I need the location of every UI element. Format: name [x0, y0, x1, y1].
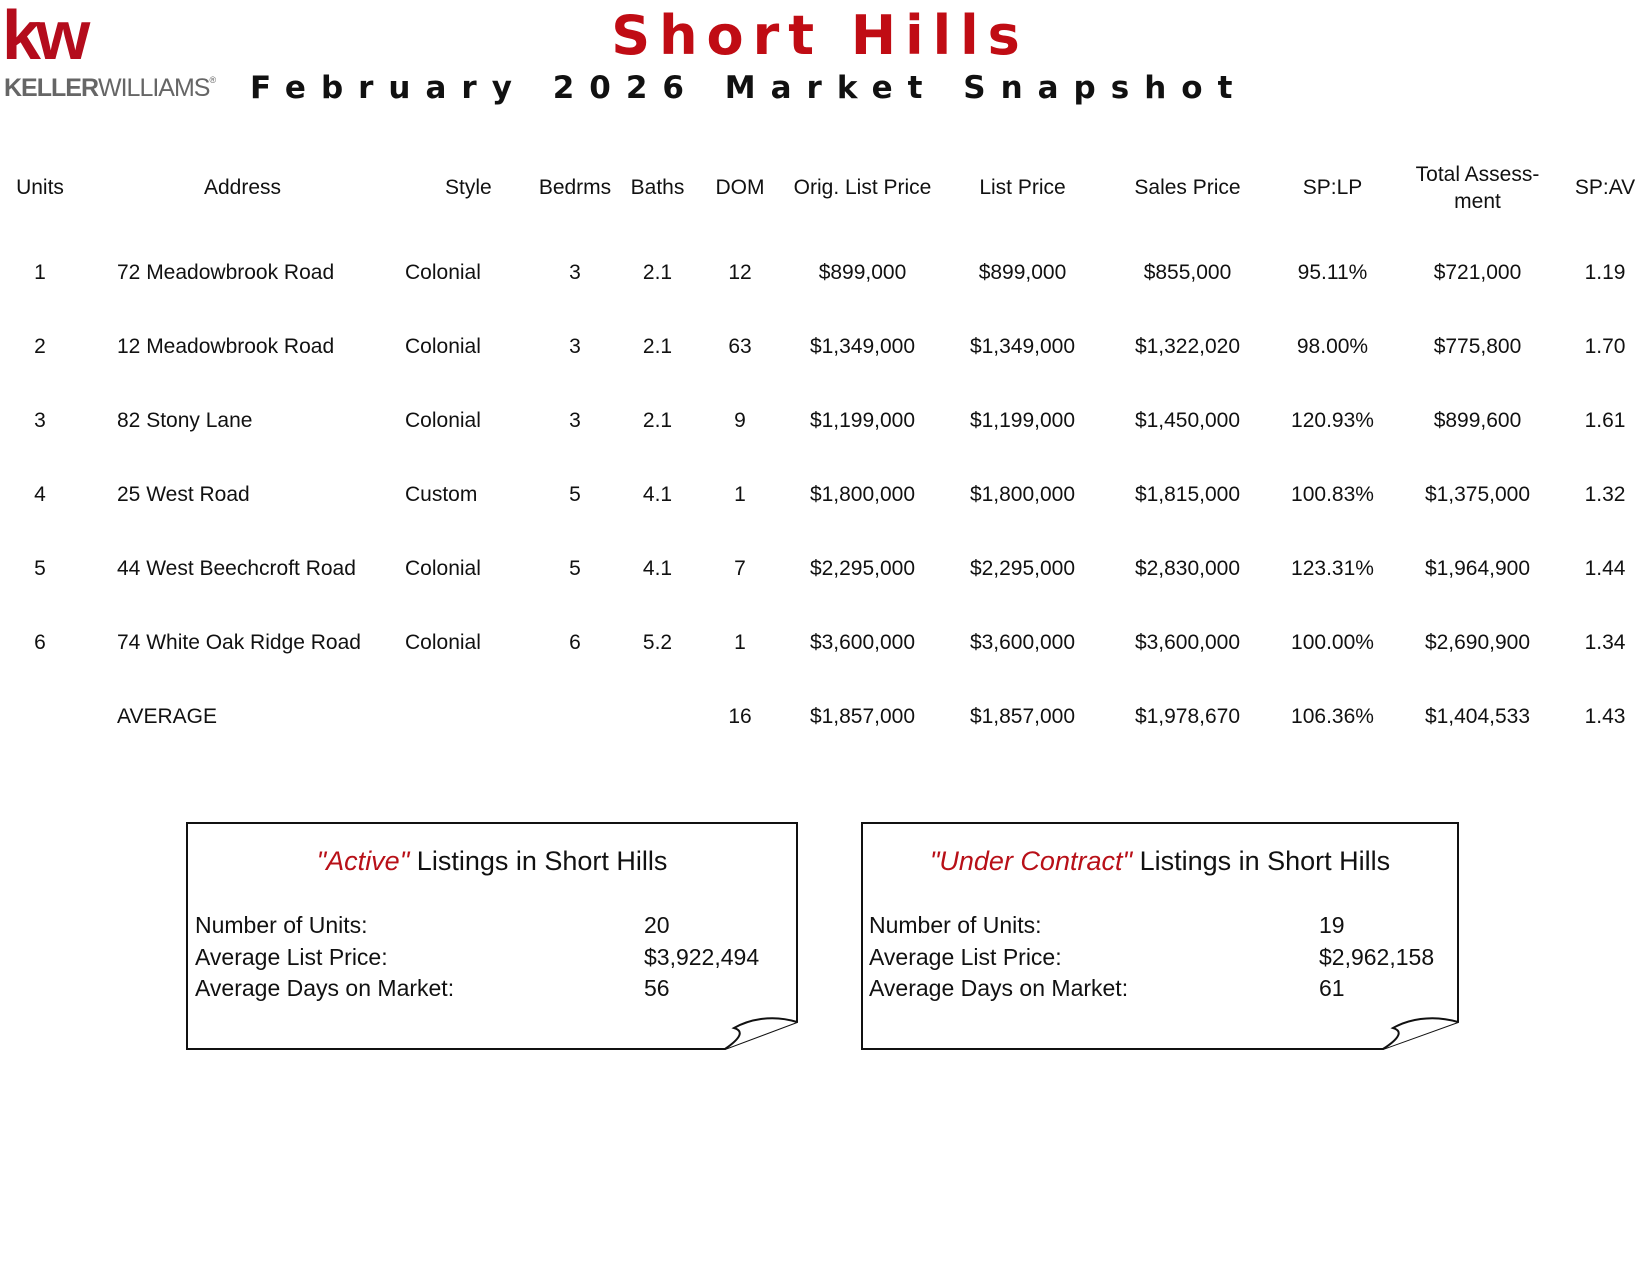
cell-unit: 4 [34, 483, 46, 506]
cell-list-price: $1,199,000 [969, 409, 1076, 432]
cell-dom: 1 [734, 631, 746, 654]
cell-orig-list-price: $2,295,000 [809, 557, 916, 580]
cell-sales-price: $1,322,020 [1134, 335, 1241, 358]
cell-style: Custom [405, 483, 478, 506]
header-orig-list-price: Orig. List Price [793, 176, 932, 200]
cell-baths: 4.1 [642, 483, 673, 506]
table-header-row [0, 140, 1650, 236]
active-avg-price-value: $3,922,494 [644, 944, 760, 970]
cell-baths: 4.1 [642, 557, 673, 580]
average-total-assessment: $1,404,533 [1424, 705, 1531, 728]
contract-avg-dom-label: Average Days on Market: [869, 975, 1129, 1001]
cell-sales-price: $1,450,000 [1134, 409, 1241, 432]
cell-total-assessment: $721,000 [1433, 261, 1522, 284]
active-units-label: Number of Units: [195, 912, 368, 938]
table-row [0, 458, 1650, 532]
cell-baths-empty [620, 680, 695, 754]
cell-orig-list-price: $899,000 [818, 261, 907, 284]
contract-avg-price-label: Average List Price: [869, 944, 1062, 970]
active-avg-dom-value: 56 [644, 975, 670, 1001]
average-label: AVERAGE [117, 705, 217, 728]
cell-sp-av: 1.34 [1584, 631, 1626, 654]
cell-sp-lp: 100.00% [1291, 631, 1374, 654]
cell-sp-av: 1.32 [1584, 483, 1626, 506]
cell-list-price: $3,600,000 [969, 631, 1076, 654]
cell-baths: 2.1 [642, 409, 673, 432]
page-subtitle: February 2026 Market Snapshot [250, 70, 1248, 106]
cell-unit: 2 [34, 335, 46, 358]
header-address: Address [203, 176, 282, 200]
active-avg-dom-label: Average Days on Market: [195, 975, 455, 1001]
average-sp-av: 1.43 [1584, 705, 1626, 728]
active-avg-price-label: Average List Price: [195, 944, 388, 970]
cell-baths: 5.2 [642, 631, 673, 654]
cell-address: 12 Meadowbrook Road [117, 335, 335, 358]
active-highlight: "Active" [316, 846, 410, 876]
cell-list-price: $1,349,000 [969, 335, 1076, 358]
cell-list-price: $2,295,000 [969, 557, 1076, 580]
cell-sales-price: $2,830,000 [1134, 557, 1241, 580]
cell-bedrms: 3 [569, 409, 581, 432]
cell-style: Colonial [405, 409, 481, 432]
kw-logo-mark: kw [2, 0, 86, 74]
cell-baths: 2.1 [642, 261, 673, 284]
header-dom: DOM [715, 176, 765, 200]
cell-sp-lp: 98.00% [1296, 335, 1369, 358]
cell-style: Colonial [405, 261, 481, 284]
cell-address: 74 White Oak Ridge Road [117, 631, 361, 654]
header-sp-av: SP:AV [1574, 176, 1636, 200]
page-title: Short Hills [611, 4, 1029, 67]
cell-style: Colonial [405, 631, 481, 654]
cell-baths: 2.1 [642, 335, 673, 358]
header-total-assessment-line2: ment [1454, 190, 1501, 213]
cell-sp-lp: 123.31% [1291, 557, 1374, 580]
cell-bedrms: 5 [569, 483, 581, 506]
cell-orig-list-price: $1,349,000 [809, 335, 916, 358]
cell-list-price: $1,800,000 [969, 483, 1076, 506]
cell-bedrms: 5 [569, 557, 581, 580]
cell-dom: 9 [734, 409, 746, 432]
cell-sp-av: 1.61 [1584, 409, 1626, 432]
header-baths: Baths [630, 176, 685, 200]
table-row [0, 236, 1650, 310]
header-units: Units [16, 176, 64, 200]
cell-sales-price: $3,600,000 [1134, 631, 1241, 654]
cell-sales-price: $1,815,000 [1134, 483, 1241, 506]
header-total-assessment [1395, 140, 1560, 236]
table-row [0, 606, 1650, 680]
header-sales-price: Sales Price [1134, 176, 1241, 200]
cell-dom: 1 [734, 483, 746, 506]
cell-address: 72 Meadowbrook Road [117, 261, 335, 284]
cell-dom: 12 [728, 261, 752, 284]
header-sp-lp: SP:LP [1302, 176, 1363, 200]
cell-total-assessment: $1,964,900 [1424, 557, 1531, 580]
cell-orig-list-price: $1,199,000 [809, 409, 916, 432]
cell-address: 44 West Beechcroft Road [117, 557, 356, 580]
cell-style: Colonial [405, 557, 481, 580]
keller-williams-logo [2, 0, 217, 108]
header-list-price: List Price [979, 176, 1066, 200]
contract-highlight: "Under Contract" [929, 846, 1133, 876]
under-contract-listings-box [861, 822, 1459, 1050]
sales-table [0, 140, 1650, 754]
table-row [0, 384, 1650, 458]
cell-sales-price: $855,000 [1143, 261, 1232, 284]
cell-total-assessment: $899,600 [1433, 409, 1522, 432]
active-box-title [186, 846, 798, 877]
cell-total-assessment: $775,800 [1433, 335, 1522, 358]
cell-sp-lp: 120.93% [1291, 409, 1374, 432]
contract-box-title [861, 846, 1459, 877]
cell-unit-empty [0, 680, 80, 754]
cell-bedrms: 3 [569, 335, 581, 358]
cell-unit: 5 [34, 557, 46, 580]
cell-total-assessment: $1,375,000 [1424, 483, 1531, 506]
average-dom: 16 [728, 705, 752, 728]
cell-list-price: $899,000 [978, 261, 1067, 284]
contract-avg-price-value: $2,962,158 [1319, 944, 1435, 970]
table-row [0, 532, 1650, 606]
average-sp-lp: 106.36% [1291, 705, 1374, 728]
logo-name-bold: KELLER [4, 74, 98, 102]
cell-sp-av: 1.44 [1584, 557, 1626, 580]
cell-style-empty [405, 680, 530, 754]
logo-trademark: ® [209, 75, 216, 85]
cell-sp-av: 1.70 [1584, 335, 1626, 358]
contract-title-rest: Listings in Short Hills [1132, 846, 1391, 876]
cell-dom: 7 [734, 557, 746, 580]
average-row [0, 680, 1650, 754]
header-total-assessment-line1: Total Assess- [1415, 162, 1540, 186]
logo-wordmark [4, 76, 215, 101]
logo-name-light: WILLIAMS [98, 74, 210, 102]
cell-orig-list-price: $1,800,000 [809, 483, 916, 506]
cell-unit: 6 [34, 631, 46, 654]
contract-avg-dom-value: 61 [1319, 975, 1345, 1001]
average-sales-price: $1,978,670 [1134, 705, 1241, 728]
header-style: Style [445, 176, 492, 200]
active-listings-box [186, 822, 798, 1050]
average-orig-list-price: $1,857,000 [809, 705, 916, 728]
cell-bedrms: 6 [569, 631, 581, 654]
cell-bedrms-empty [530, 680, 620, 754]
cell-orig-list-price: $3,600,000 [809, 631, 916, 654]
cell-sp-lp: 95.11% [1297, 261, 1368, 284]
cell-style: Colonial [405, 335, 481, 358]
average-list-price: $1,857,000 [969, 705, 1076, 728]
cell-bedrms: 3 [569, 261, 581, 284]
cell-address: 25 West Road [117, 483, 250, 506]
header-bedrms: Bedrms [538, 176, 612, 200]
cell-sp-av: 1.19 [1584, 261, 1626, 284]
cell-address: 82 Stony Lane [117, 409, 253, 432]
cell-sp-lp: 100.83% [1291, 483, 1374, 506]
active-units-value: 20 [644, 912, 670, 938]
cell-total-assessment: $2,690,900 [1424, 631, 1531, 654]
cell-unit: 3 [34, 409, 46, 432]
active-title-rest: Listings in Short Hills [409, 846, 668, 876]
cell-dom: 63 [728, 335, 752, 358]
contract-units-value: 19 [1319, 912, 1345, 938]
table-row [0, 310, 1650, 384]
cell-unit: 1 [34, 261, 46, 284]
contract-units-label: Number of Units: [869, 912, 1042, 938]
